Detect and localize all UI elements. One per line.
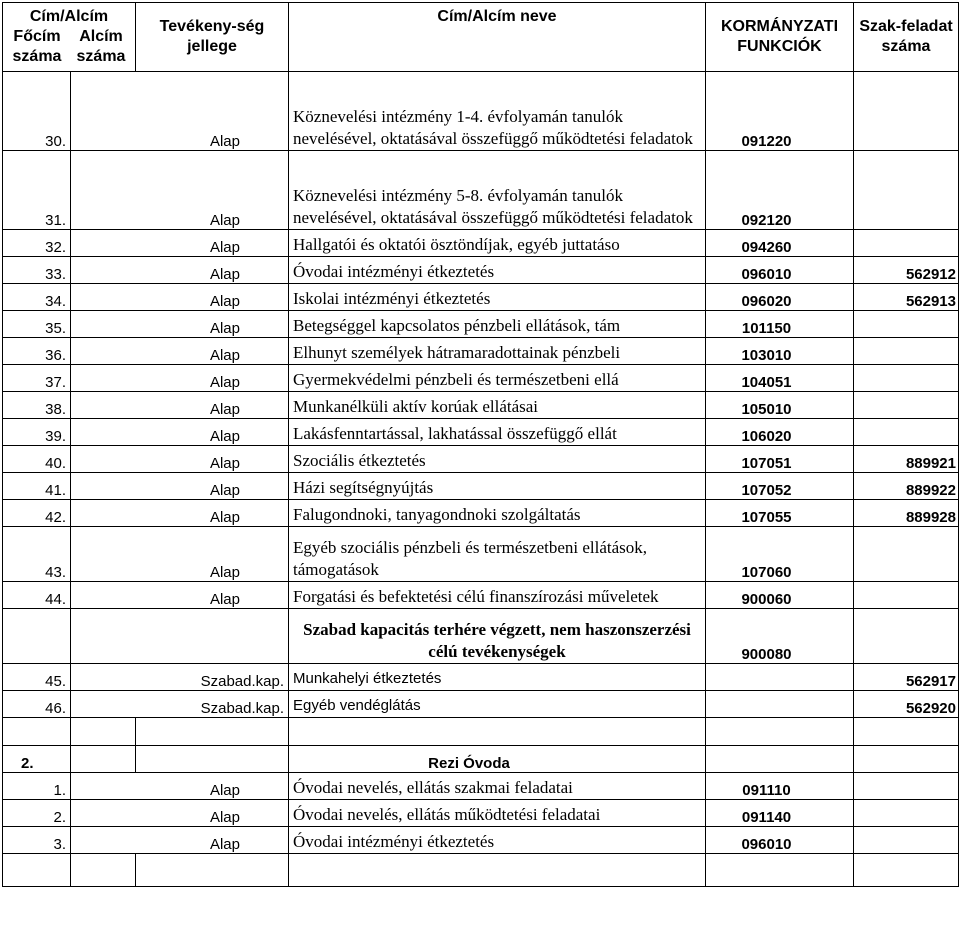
row-name: Iskolai intézményi étkeztetés [289, 284, 706, 311]
row-name: Hallgatói és oktatói ösztöndíjak, egyéb juttatáso [289, 230, 706, 257]
row-name: Egyéb vendéglátás [289, 691, 706, 718]
row-activity-type: Alap [71, 72, 289, 151]
row-main-number: 40. [3, 446, 71, 473]
row-activity-type: Alap [71, 473, 289, 500]
header-cim-neve: Cím/Alcím neve [289, 3, 706, 72]
row-activity-type: Alap [71, 365, 289, 392]
row-main-number: 45. [3, 664, 71, 691]
row-activity-type: Alap [71, 230, 289, 257]
row-name: Forgatási és befektetési célú finanszírozási műveletek [289, 582, 706, 609]
row-name: Szabad kapacitás terhére végzett, nem haszonszerzési célú tevékenységek [289, 609, 706, 664]
table-row [3, 664, 959, 691]
rows-body [3, 72, 959, 718]
table-row [3, 257, 959, 284]
row-main-number: 42. [3, 500, 71, 527]
row-szakfeladat: 562920 [854, 691, 959, 718]
row-main-number: 46. [3, 691, 71, 718]
row-main-number: 33. [3, 257, 71, 284]
bottom-blank-row [3, 854, 959, 887]
table-row [3, 230, 959, 257]
section2-num: 2. [3, 746, 71, 773]
table-row [3, 72, 959, 151]
task-table-wrapper [2, 2, 958, 887]
row-main-number: 43. [3, 527, 71, 582]
header-korm-fn: KORMÁNYZATI FUNKCIÓK [706, 3, 854, 72]
row-szakfeladat [854, 527, 959, 582]
section2-row-szak [854, 800, 959, 827]
row-main-number: 41. [3, 473, 71, 500]
section2-row [3, 827, 959, 854]
header-szakfeladat: Szak-feladat száma [854, 3, 959, 72]
section2-rows [3, 773, 959, 854]
section2-row-szak [854, 773, 959, 800]
section2-row-name: Óvodai nevelés, ellátás működtetési feladatai [289, 800, 706, 827]
row-kormanyzati-funkcio: 101150 [706, 311, 854, 338]
row-name: Betegséggel kapcsolatos pénzbeli ellátások, tám [289, 311, 706, 338]
table-row [3, 151, 959, 230]
row-activity-type [71, 609, 289, 664]
row-kormanyzati-funkcio [706, 691, 854, 718]
row-main-number: 35. [3, 311, 71, 338]
row-activity-type: Alap [71, 257, 289, 284]
row-activity-type: Alap [71, 284, 289, 311]
row-szakfeladat [854, 419, 959, 446]
row-name: Falugondnoki, tanyagondnoki szolgáltatás [289, 500, 706, 527]
section2-body [3, 718, 959, 773]
section2-row-name: Óvodai nevelés, ellátás szakmai feladatai [289, 773, 706, 800]
row-activity-type: Alap [71, 446, 289, 473]
row-szakfeladat [854, 151, 959, 230]
row-activity-type: Alap [71, 151, 289, 230]
row-activity-type: Alap [71, 527, 289, 582]
row-activity-type: Alap [71, 338, 289, 365]
row-szakfeladat [854, 365, 959, 392]
section2-row-szak [854, 827, 959, 854]
row-main-number: 31. [3, 151, 71, 230]
row-activity-type: Szabad.kap. [71, 691, 289, 718]
row-kormanyzati-funkcio: 096010 [706, 257, 854, 284]
section2-title: Rezi Óvoda [289, 746, 706, 773]
table-row [3, 473, 959, 500]
row-szakfeladat [854, 311, 959, 338]
header-tevekenyseg: Tevékeny-ség jellege [136, 3, 289, 72]
row-kormanyzati-funkcio: 104051 [706, 365, 854, 392]
section2-row-number: 3. [3, 827, 71, 854]
row-activity-type: Alap [71, 500, 289, 527]
table-row [3, 284, 959, 311]
table-row [3, 527, 959, 582]
row-szakfeladat [854, 72, 959, 151]
table-row [3, 338, 959, 365]
row-activity-type: Alap [71, 311, 289, 338]
row-szakfeladat: 562913 [854, 284, 959, 311]
section2-header-row [3, 746, 959, 773]
row-kormanyzati-funkcio: 103010 [706, 338, 854, 365]
row-activity-type: Szabad.kap. [71, 664, 289, 691]
row-name: Elhunyt személyek hátramaradottainak pénzbeli [289, 338, 706, 365]
row-main-number: 38. [3, 392, 71, 419]
section2-row-code: 096010 [706, 827, 854, 854]
row-main-number: 30. [3, 72, 71, 151]
table-row [3, 500, 959, 527]
section2-row-number: 2. [3, 800, 71, 827]
section2-row-type: Alap [71, 827, 289, 854]
row-szakfeladat [854, 338, 959, 365]
row-activity-type: Alap [71, 419, 289, 446]
row-name: Óvodai intézményi étkeztetés [289, 257, 706, 284]
row-szakfeladat [854, 230, 959, 257]
row-name: Egyéb szociális pénzbeli és természetbeni ellátások, támogatások [289, 527, 706, 582]
row-kormanyzati-funkcio: 900080 [706, 609, 854, 664]
row-szakfeladat: 889921 [854, 446, 959, 473]
row-main-number: 32. [3, 230, 71, 257]
table-row [3, 392, 959, 419]
blank-row [3, 718, 959, 746]
section2-row-code: 091140 [706, 800, 854, 827]
row-kormanyzati-funkcio: 094260 [706, 230, 854, 257]
row-szakfeladat [854, 582, 959, 609]
table-row [3, 609, 959, 664]
row-szakfeladat: 889928 [854, 500, 959, 527]
row-szakfeladat: 562917 [854, 664, 959, 691]
row-kormanyzati-funkcio: 107055 [706, 500, 854, 527]
section2-row [3, 773, 959, 800]
row-kormanyzati-funkcio: 096020 [706, 284, 854, 311]
section2-row-number: 1. [3, 773, 71, 800]
section2-row [3, 800, 959, 827]
row-name: Köznevelési intézmény 1-4. évfolyamán tanulók nevelésével, oktatásával összefüggő működtetési feladatok [289, 72, 706, 151]
table-row [3, 582, 959, 609]
row-main-number: 36. [3, 338, 71, 365]
header-cim-alcim [3, 3, 136, 72]
row-kormanyzati-funkcio: 107060 [706, 527, 854, 582]
table-row [3, 419, 959, 446]
table-row [3, 446, 959, 473]
table-row [3, 365, 959, 392]
row-kormanyzati-funkcio: 107052 [706, 473, 854, 500]
row-activity-type: Alap [71, 582, 289, 609]
row-kormanyzati-funkcio: 091220 [706, 72, 854, 151]
header-cim-alcim-label: Cím/Alcím [29, 8, 109, 25]
row-main-number [3, 609, 71, 664]
row-kormanyzati-funkcio: 900060 [706, 582, 854, 609]
row-name: Szociális étkeztetés [289, 446, 706, 473]
header-alcim: Alcím száma [76, 28, 126, 65]
row-szakfeladat: 562912 [854, 257, 959, 284]
row-kormanyzati-funkcio: 105010 [706, 392, 854, 419]
section2-row-type: Alap [71, 800, 289, 827]
table-row [3, 691, 959, 718]
row-main-number: 39. [3, 419, 71, 446]
row-main-number: 34. [3, 284, 71, 311]
row-kormanyzati-funkcio: 092120 [706, 151, 854, 230]
row-activity-type: Alap [71, 392, 289, 419]
header-focim: Főcím száma [12, 28, 62, 65]
row-szakfeladat: 889922 [854, 473, 959, 500]
row-name: Munkanélküli aktív korúak ellátásai [289, 392, 706, 419]
table-row [3, 311, 959, 338]
section2-row-name: Óvodai intézményi étkeztetés [289, 827, 706, 854]
row-name: Házi segítségnyújtás [289, 473, 706, 500]
row-main-number: 44. [3, 582, 71, 609]
row-name: Munkahelyi étkeztetés [289, 664, 706, 691]
row-szakfeladat [854, 609, 959, 664]
section2-row-type: Alap [71, 773, 289, 800]
row-szakfeladat [854, 392, 959, 419]
row-name: Köznevelési intézmény 5-8. évfolyamán tanulók nevelésével, oktatásával összefüggő működtetési feladatok [289, 151, 706, 230]
row-main-number: 37. [3, 365, 71, 392]
row-name: Gyermekvédelmi pénzbeli és természetbeni ellá [289, 365, 706, 392]
row-kormanyzati-funkcio: 106020 [706, 419, 854, 446]
row-kormanyzati-funkcio: 107051 [706, 446, 854, 473]
header-row [3, 3, 959, 72]
row-name: Lakásfenntartással, lakhatással összefüggő ellát [289, 419, 706, 446]
task-table [2, 2, 959, 887]
section2-row-code: 091110 [706, 773, 854, 800]
row-kormanyzati-funkcio [706, 664, 854, 691]
